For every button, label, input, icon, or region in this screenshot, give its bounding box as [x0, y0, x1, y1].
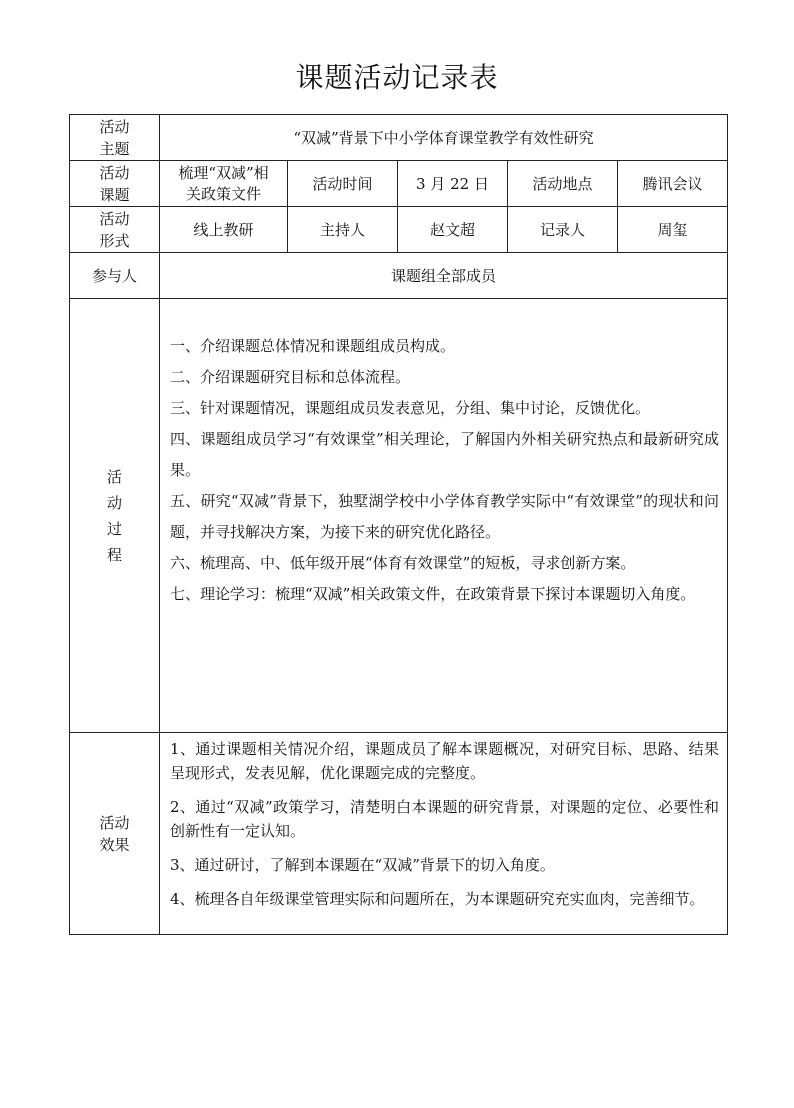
- time-value-cell: 3 月 22 日: [398, 161, 508, 207]
- effect-item: 3、通过研讨，了解到本课题在“双减”背景下的切入角度。: [170, 856, 555, 874]
- host-value-cell: 赵文超: [398, 207, 508, 253]
- theme-label-line1: 活动: [99, 117, 130, 136]
- process-item: 七、理论学习：梳理“双减”相关政策文件，在政策背景下探讨本课题切入角度。: [170, 585, 696, 603]
- activity-record-table: [69, 114, 728, 935]
- form-value-cell: 线上教研: [160, 207, 288, 253]
- theme-value-cell: “双减”背景下中小学体育课堂教学有效性研究: [160, 115, 728, 161]
- form-label-cell: [70, 207, 160, 253]
- effect-row: [70, 733, 728, 935]
- topic-label-line1: 活动: [99, 163, 130, 182]
- effect-label-cell: [70, 733, 160, 935]
- form-row: [70, 207, 728, 253]
- process-item: 六、梳理高、中、低年级开展“体育有效课堂”的短板，寻求创新方案。: [170, 554, 636, 572]
- topic-label-line2: 课题: [99, 185, 130, 204]
- process-label-char: 动: [106, 493, 122, 512]
- topic-value-line1: 梳理“双减”相: [178, 163, 269, 182]
- process-label-char: 过: [106, 519, 122, 538]
- effect-item: 1、通过课题相关情况介绍，课题成员了解本课题概况，对研究目标、思路、结果呈现形式，发表见解，优化课题完成的完整度。: [170, 740, 720, 782]
- process-item: 五、研究“双减”背景下，独墅湖学校中小学体育教学实际中“有效课堂”的现状和问题，并寻找解决方案，为接下来的研究优化路径。: [170, 492, 720, 541]
- effect-item: 4、梳理各自年级课堂管理实际和问题所在，为本课题研究充实血肉，完善细节。: [170, 890, 705, 908]
- recorder-value-cell: 周玺: [618, 207, 728, 253]
- participants-value-cell: 课题组全部成员: [160, 253, 728, 299]
- topic-value-cell: [160, 161, 288, 207]
- process-content-cell: [160, 299, 728, 733]
- process-label-char: 程: [106, 545, 122, 564]
- form-label-line1: 活动: [99, 209, 130, 228]
- effect-item: 2、通过“双减”政策学习，清楚明白本课题的研究背景，对课题的定位、必要性和创新性有一定认知。: [170, 798, 720, 840]
- place-label-cell: 活动地点: [508, 161, 618, 207]
- theme-row: [70, 115, 728, 161]
- process-item: 二、介绍课题研究目标和总体流程。: [170, 368, 411, 386]
- participants-label-cell: 参与人: [70, 253, 160, 299]
- host-label-cell: 主持人: [288, 207, 398, 253]
- form-label-line2: 形式: [99, 231, 130, 250]
- process-item: 三、针对课题情况，课题组成员发表意见，分组、集中讨论，反馈优化。: [170, 399, 651, 417]
- participants-row: [70, 253, 728, 299]
- process-row: [70, 299, 728, 733]
- process-label-cell: [70, 299, 160, 733]
- page-title: 课题活动记录表: [295, 61, 499, 94]
- effect-label-line1: 活动: [99, 813, 130, 832]
- theme-label-cell: [70, 115, 160, 161]
- topic-value-line2: 关政策文件: [185, 184, 261, 203]
- recorder-label-cell: 记录人: [508, 207, 618, 253]
- process-item: 一、介绍课题总体情况和课题组成员构成。: [170, 337, 456, 355]
- topic-label-cell: [70, 161, 160, 207]
- effect-label-line2: 效果: [99, 835, 130, 854]
- process-item: 四、课题组成员学习“有效课堂”相关理论，了解国内外相关研究热点和最新研究成果。: [170, 430, 720, 479]
- place-value-cell: 腾讯会议: [618, 161, 728, 207]
- theme-label-line2: 主题: [99, 139, 130, 158]
- process-label-char: 活: [106, 467, 122, 486]
- effect-content-cell: [160, 733, 728, 935]
- time-label-cell: 活动时间: [288, 161, 398, 207]
- topic-row: [70, 161, 728, 207]
